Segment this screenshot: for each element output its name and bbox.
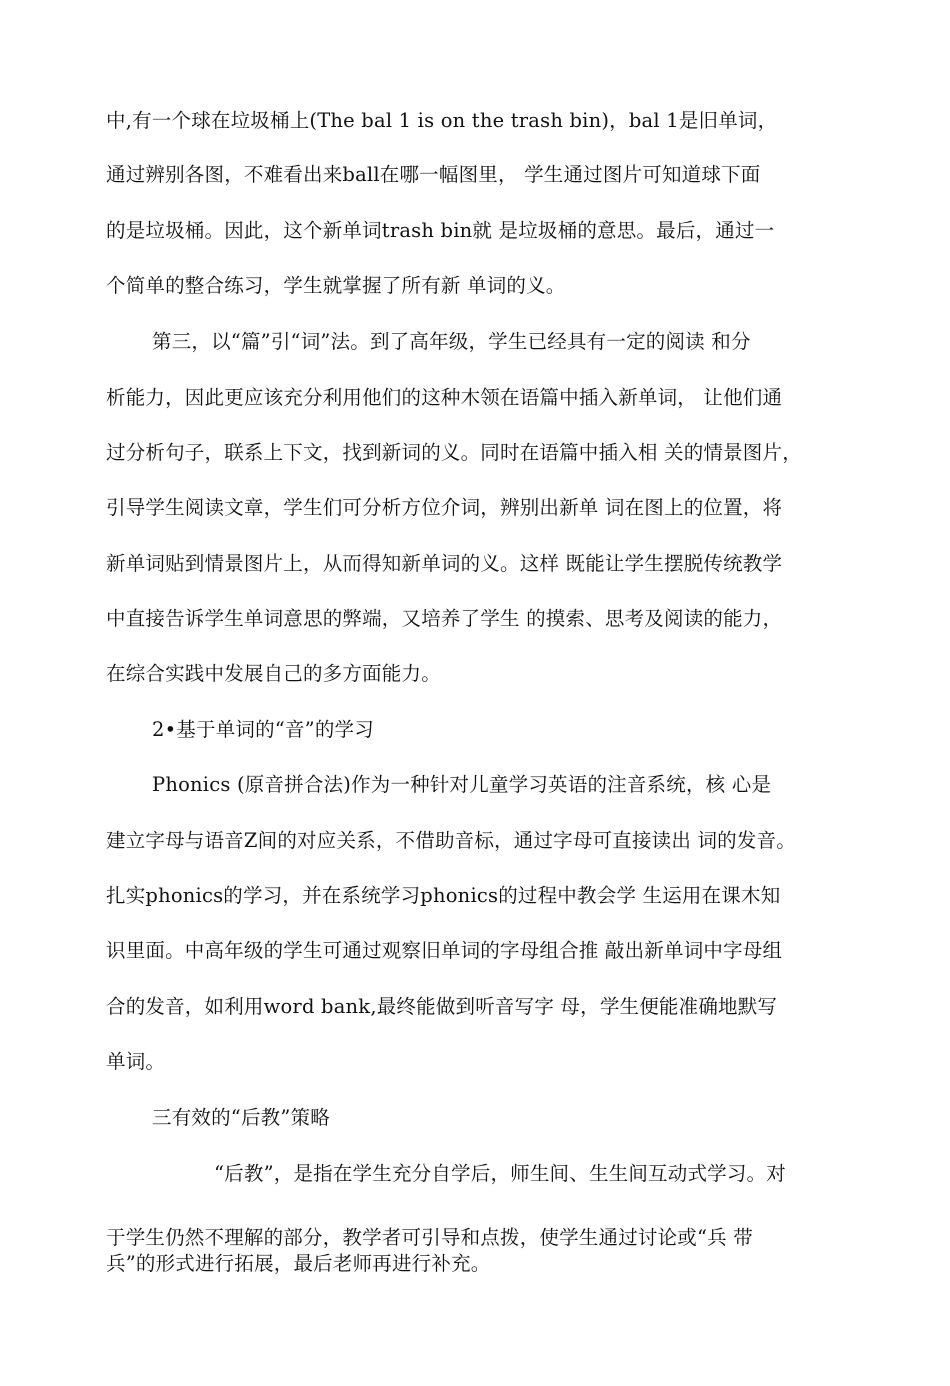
paragraph-first-line: Phonics (原音拼合法)作为一种针对儿童学习英语的注音系统，核 心是	[152, 773, 772, 796]
text-line: 在综合实践中发展自己的多方面能力。	[106, 662, 441, 685]
text-line: 析能力，因此更应该充分利用他们的这种木领在语篇中插入新单词， 让他们通	[106, 386, 783, 409]
section-heading: 三有效的“后教”策略	[152, 1106, 330, 1129]
text-line: 单词。	[106, 1050, 166, 1073]
paragraph-first-line: “后教”，是指在学生充分自学后，师生间、生生间互动式学习。对	[214, 1162, 786, 1185]
paragraph-first-line: 第三，以“篇”引“词”法。到了高年级，学生已经具有一定的阅读 和分	[152, 330, 751, 353]
text-line: 个简单的整合练习，学生就掌握了所有新 单词的义。	[106, 274, 566, 297]
section-heading: 2•基于单词的“音”的学习	[152, 718, 374, 741]
text-line: 中,有一个球在垃圾桶上(The bal 1 is on the trash bin)，bal 1是旧单词，	[106, 109, 778, 132]
text-line: 建立字母与语音Z间的对应关系，不借助音标，通过字母可直接读出 词的发音。	[106, 829, 796, 852]
text-line: 识里面。中高年级的学生可通过观察旧单词的字母组合推 敲出新单词中字母组	[106, 939, 783, 962]
text-line: 于学生仍然不理解的部分，教学者可引导和点拨，使学生通过讨论或“兵 带	[106, 1226, 753, 1249]
text-line: 兵”的形式进行拓展，最后老师再进行补充。	[106, 1252, 491, 1275]
text-line: 中直接告诉学生单词意思的弊端，又培养了学生 的摸索、思考及阅读的能力，	[106, 607, 783, 630]
text-line: 通过辨别各图，不难看出来ball在哪一幅图里， 学生通过图片可知道球下面	[106, 163, 761, 186]
text-line: 新单词贴到情景图片上，从而得知新单词的义。这样 既能让学生摆脱传统教学	[106, 552, 783, 575]
text-line: 引导学生阅读文章，学生们可分析方位介词，辨别出新单 词在图上的位置，将	[106, 496, 783, 519]
text-line: 合的发音，如利用word bank,最终能做到听音写字 母，学生便能准确地默写	[106, 995, 778, 1018]
text-line: 过分析句子，联系上下文，找到新词的义。同时在语篇中插入相 关的情景图片，	[106, 441, 802, 464]
text-line: 的是垃圾桶。因此，这个新单词trash bin就 是垃圾桶的意思。最后，通过一	[106, 219, 775, 242]
text-line: 扎实phonics的学习，并在系统学习phonics的过程中教会学 生运用在课木知	[106, 884, 781, 907]
